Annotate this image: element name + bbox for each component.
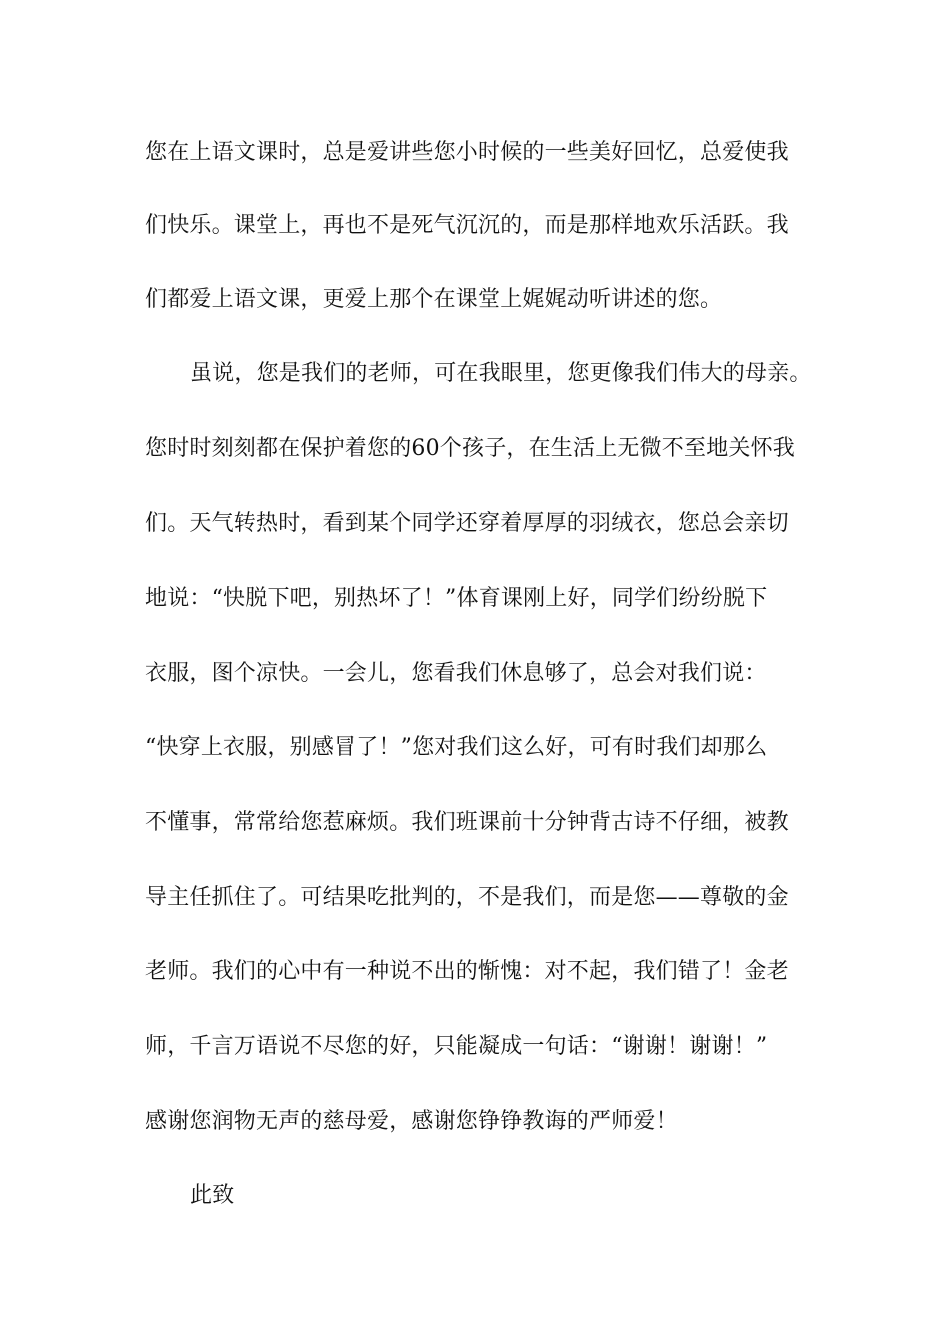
text-line-10: 不懂事，常常给您惹麻烦。我们班课前十分钟背古诗不仔细，被教 (145, 810, 789, 835)
text-line-15: 此致 (190, 1183, 235, 1208)
text-line-11: 导主任抓住了。可结果吃批判的，不是我们，而是您——尊敬的金 (145, 885, 789, 910)
text-line-8: 衣服，图个凉快。一会儿，您看我们休息够了，总会对我们说： (145, 661, 767, 686)
text-line-13: 师，千言万语说不尽您的好，只能凝成一句话：“谢谢！谢谢！” (145, 1034, 768, 1059)
text-line-12: 老师。我们的心中有一种说不出的惭愧：对不起，我们错了！金老 (145, 959, 789, 984)
text-line-3: 们都爱上语文课，更爱上那个在课堂上娓娓动听讲述的您。 (145, 287, 723, 312)
text-line-7: 地说：“快脱下吧，别热坏了！”体育课刚上好，同学们纷纷脱下 (145, 586, 768, 611)
text-line-9: “快穿上衣服，别感冒了！”您对我们这么好，可有时我们却那么 (145, 735, 768, 760)
text-line-14: 感谢您润物无声的慈母爱，感谢您铮铮教诲的严师爱！ (145, 1109, 678, 1134)
text-line-2: 们快乐。课堂上，再也不是死气沉沉的，而是那样地欢乐活跃。我 (145, 213, 789, 238)
text-line-1: 您在上语文课时，总是爱讲些您小时候的一些美好回忆，总爱使我 (145, 140, 789, 165)
text-line-6: 们。天气转热时，看到某个同学还穿着厚厚的羽绒衣，您总会亲切 (145, 511, 789, 536)
text-line-5: 您时时刻刻都在保护着您的60个孩子，在生活上无微不至地关怀我 (145, 436, 795, 461)
text-line-4: 虽说，您是我们的老师，可在我眼里，您更像我们伟大的母亲。 (190, 361, 812, 386)
